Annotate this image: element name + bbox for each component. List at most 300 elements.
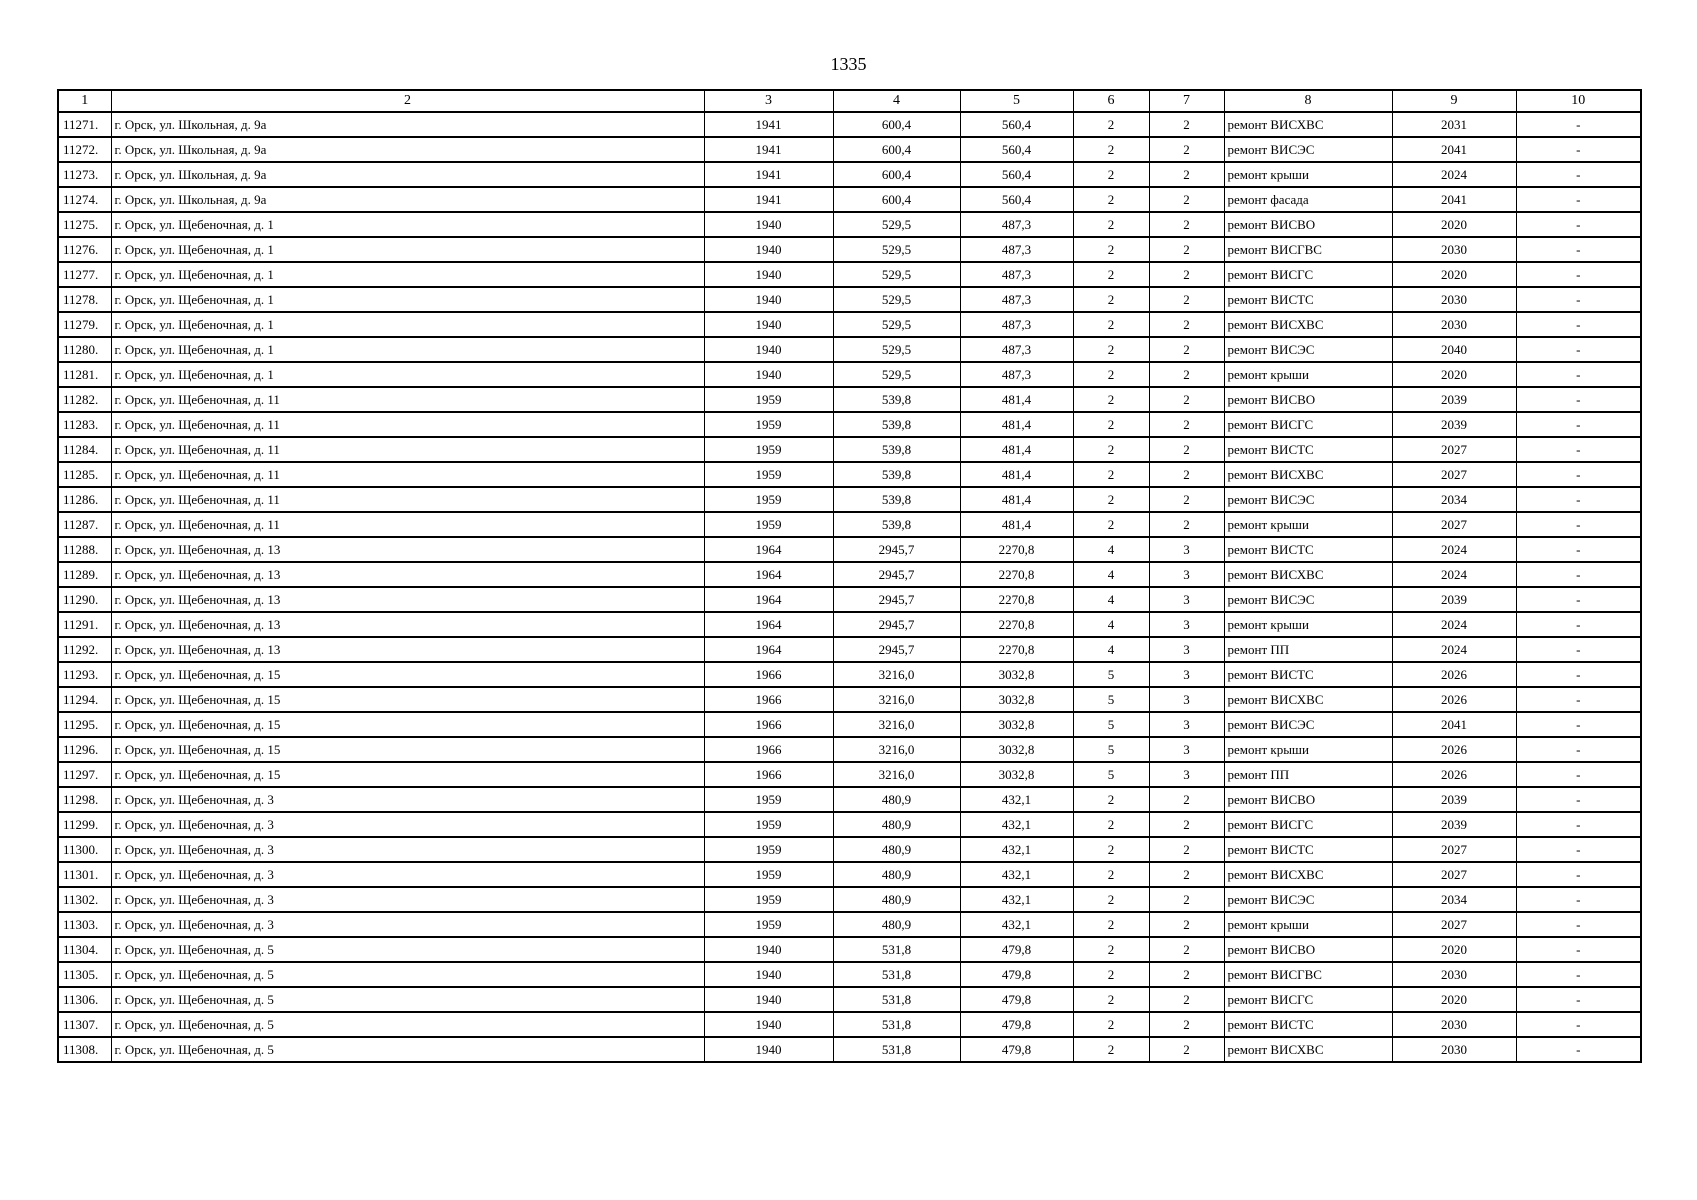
table-row <box>58 937 1641 962</box>
planned-year-cell: 2030 <box>1392 962 1516 987</box>
table-row <box>58 862 1641 887</box>
address-cell: г. Орск, ул. Щебеночная, д. 1 <box>111 337 704 362</box>
living-area-cell: 432,1 <box>960 787 1073 812</box>
planned-year-cell: 2041 <box>1392 137 1516 162</box>
table-row <box>58 837 1641 862</box>
work-type-cell: ремонт ВИСГС <box>1224 262 1392 287</box>
note-cell: - <box>1516 112 1641 137</box>
floors-cell: 5 <box>1073 687 1149 712</box>
planned-year-cell: 2027 <box>1392 437 1516 462</box>
table-row <box>58 137 1641 162</box>
planned-year-cell: 2027 <box>1392 837 1516 862</box>
total-area-cell: 539,8 <box>833 462 960 487</box>
entrances-cell: 2 <box>1149 312 1224 337</box>
living-area-cell: 481,4 <box>960 462 1073 487</box>
table-row <box>58 362 1641 387</box>
table-row <box>58 787 1641 812</box>
planned-year-cell: 2026 <box>1392 762 1516 787</box>
living-area-cell: 3032,8 <box>960 762 1073 787</box>
page-number: 1335 <box>830 54 867 74</box>
planned-year-cell: 2024 <box>1392 162 1516 187</box>
row-number-cell: 11272. <box>58 137 111 162</box>
row-number-cell: 11293. <box>58 662 111 687</box>
entrances-cell: 2 <box>1149 437 1224 462</box>
floors-cell: 2 <box>1073 187 1149 212</box>
work-type-cell: ремонт ВИСЭС <box>1224 337 1392 362</box>
column-header: 7 <box>1149 90 1224 112</box>
note-cell: - <box>1516 662 1641 687</box>
address-cell: г. Орск, ул. Щебеночная, д. 11 <box>111 487 704 512</box>
floors-cell: 2 <box>1073 812 1149 837</box>
planned-year-cell: 2041 <box>1392 187 1516 212</box>
work-type-cell: ремонт крыши <box>1224 362 1392 387</box>
total-area-cell: 529,5 <box>833 337 960 362</box>
row-number-cell: 11303. <box>58 912 111 937</box>
floors-cell: 2 <box>1073 512 1149 537</box>
planned-year-cell: 2030 <box>1392 1012 1516 1037</box>
entrances-cell: 2 <box>1149 962 1224 987</box>
row-number-cell: 11289. <box>58 562 111 587</box>
work-type-cell: ремонт ВИСВО <box>1224 937 1392 962</box>
address-cell: г. Орск, ул. Щебеночная, д. 1 <box>111 287 704 312</box>
table-row <box>58 262 1641 287</box>
row-number-cell: 11299. <box>58 812 111 837</box>
address-cell: г. Орск, ул. Щебеночная, д. 5 <box>111 1037 704 1062</box>
address-cell: г. Орск, ул. Щебеночная, д. 3 <box>111 812 704 837</box>
year-built-cell: 1940 <box>704 1012 833 1037</box>
row-number-cell: 11280. <box>58 337 111 362</box>
entrances-cell: 3 <box>1149 762 1224 787</box>
address-cell: г. Орск, ул. Школьная, д. 9а <box>111 137 704 162</box>
address-cell: г. Орск, ул. Школьная, д. 9а <box>111 112 704 137</box>
year-built-cell: 1959 <box>704 887 833 912</box>
floors-cell: 5 <box>1073 712 1149 737</box>
year-built-cell: 1959 <box>704 387 833 412</box>
living-area-cell: 479,8 <box>960 1012 1073 1037</box>
work-type-cell: ремонт крыши <box>1224 512 1392 537</box>
living-area-cell: 3032,8 <box>960 712 1073 737</box>
planned-year-cell: 2024 <box>1392 537 1516 562</box>
total-area-cell: 531,8 <box>833 1037 960 1062</box>
year-built-cell: 1941 <box>704 187 833 212</box>
table-row <box>58 387 1641 412</box>
note-cell: - <box>1516 937 1641 962</box>
floors-cell: 2 <box>1073 437 1149 462</box>
living-area-cell: 479,8 <box>960 962 1073 987</box>
entrances-cell: 2 <box>1149 237 1224 262</box>
planned-year-cell: 2024 <box>1392 612 1516 637</box>
living-area-cell: 2270,8 <box>960 562 1073 587</box>
address-cell: г. Орск, ул. Щебеночная, д. 1 <box>111 362 704 387</box>
living-area-cell: 560,4 <box>960 187 1073 212</box>
year-built-cell: 1959 <box>704 837 833 862</box>
total-area-cell: 539,8 <box>833 487 960 512</box>
living-area-cell: 479,8 <box>960 987 1073 1012</box>
floors-cell: 2 <box>1073 787 1149 812</box>
table-row <box>58 762 1641 787</box>
living-area-cell: 432,1 <box>960 912 1073 937</box>
work-type-cell: ремонт ВИСЭС <box>1224 712 1392 737</box>
entrances-cell: 2 <box>1149 512 1224 537</box>
work-type-cell: ремонт фасада <box>1224 187 1392 212</box>
year-built-cell: 1940 <box>704 212 833 237</box>
floors-cell: 2 <box>1073 862 1149 887</box>
table-row <box>58 587 1641 612</box>
living-area-cell: 2270,8 <box>960 587 1073 612</box>
registry-table <box>57 89 1642 1063</box>
column-header: 3 <box>704 90 833 112</box>
total-area-cell: 531,8 <box>833 987 960 1012</box>
row-number-cell: 11290. <box>58 587 111 612</box>
work-type-cell: ремонт ВИСГВС <box>1224 237 1392 262</box>
entrances-cell: 3 <box>1149 662 1224 687</box>
work-type-cell: ремонт ВИСГС <box>1224 412 1392 437</box>
floors-cell: 4 <box>1073 537 1149 562</box>
address-cell: г. Орск, ул. Щебеночная, д. 11 <box>111 387 704 412</box>
table-row <box>58 612 1641 637</box>
total-area-cell: 600,4 <box>833 187 960 212</box>
year-built-cell: 1964 <box>704 537 833 562</box>
table-row <box>58 1012 1641 1037</box>
table-row <box>58 437 1641 462</box>
work-type-cell: ремонт ВИСВО <box>1224 387 1392 412</box>
living-area-cell: 487,3 <box>960 237 1073 262</box>
living-area-cell: 560,4 <box>960 162 1073 187</box>
row-number-cell: 11275. <box>58 212 111 237</box>
total-area-cell: 3216,0 <box>833 737 960 762</box>
address-cell: г. Орск, ул. Щебеночная, д. 1 <box>111 312 704 337</box>
table-row <box>58 162 1641 187</box>
planned-year-cell: 2030 <box>1392 287 1516 312</box>
entrances-cell: 2 <box>1149 862 1224 887</box>
table-row <box>58 737 1641 762</box>
total-area-cell: 529,5 <box>833 362 960 387</box>
living-area-cell: 432,1 <box>960 812 1073 837</box>
planned-year-cell: 2041 <box>1392 712 1516 737</box>
column-header: 10 <box>1516 90 1641 112</box>
address-cell: г. Орск, ул. Щебеночная, д. 3 <box>111 837 704 862</box>
work-type-cell: ремонт ВИСТС <box>1224 437 1392 462</box>
entrances-cell: 2 <box>1149 1012 1224 1037</box>
floors-cell: 2 <box>1073 362 1149 387</box>
living-area-cell: 432,1 <box>960 837 1073 862</box>
total-area-cell: 3216,0 <box>833 687 960 712</box>
work-type-cell: ремонт ВИСЭС <box>1224 487 1392 512</box>
address-cell: г. Орск, ул. Щебеночная, д. 13 <box>111 562 704 587</box>
year-built-cell: 1940 <box>704 937 833 962</box>
table-row <box>58 462 1641 487</box>
note-cell: - <box>1516 987 1641 1012</box>
row-number-cell: 11295. <box>58 712 111 737</box>
entrances-cell: 2 <box>1149 812 1224 837</box>
work-type-cell: ремонт ВИСГВС <box>1224 962 1392 987</box>
note-cell: - <box>1516 812 1641 837</box>
row-number-cell: 11278. <box>58 287 111 312</box>
address-cell: г. Орск, ул. Щебеночная, д. 1 <box>111 262 704 287</box>
table-row <box>58 712 1641 737</box>
table-row <box>58 112 1641 137</box>
total-area-cell: 529,5 <box>833 262 960 287</box>
note-cell: - <box>1516 362 1641 387</box>
work-type-cell: ремонт ВИСХВС <box>1224 112 1392 137</box>
planned-year-cell: 2030 <box>1392 237 1516 262</box>
living-area-cell: 3032,8 <box>960 687 1073 712</box>
year-built-cell: 1959 <box>704 787 833 812</box>
year-built-cell: 1966 <box>704 762 833 787</box>
note-cell: - <box>1516 337 1641 362</box>
row-number-cell: 11286. <box>58 487 111 512</box>
living-area-cell: 481,4 <box>960 512 1073 537</box>
address-cell: г. Орск, ул. Щебеночная, д. 13 <box>111 637 704 662</box>
floors-cell: 2 <box>1073 962 1149 987</box>
note-cell: - <box>1516 737 1641 762</box>
floors-cell: 2 <box>1073 1037 1149 1062</box>
address-cell: г. Орск, ул. Щебеночная, д. 5 <box>111 962 704 987</box>
work-type-cell: ремонт крыши <box>1224 912 1392 937</box>
note-cell: - <box>1516 562 1641 587</box>
entrances-cell: 3 <box>1149 687 1224 712</box>
planned-year-cell: 2034 <box>1392 887 1516 912</box>
floors-cell: 5 <box>1073 737 1149 762</box>
floors-cell: 2 <box>1073 912 1149 937</box>
table-row <box>58 512 1641 537</box>
table-row <box>58 187 1641 212</box>
year-built-cell: 1959 <box>704 512 833 537</box>
entrances-cell: 2 <box>1149 137 1224 162</box>
living-area-cell: 487,3 <box>960 312 1073 337</box>
living-area-cell: 560,4 <box>960 137 1073 162</box>
living-area-cell: 487,3 <box>960 262 1073 287</box>
year-built-cell: 1940 <box>704 287 833 312</box>
living-area-cell: 2270,8 <box>960 637 1073 662</box>
column-header: 6 <box>1073 90 1149 112</box>
entrances-cell: 2 <box>1149 362 1224 387</box>
table-row <box>58 637 1641 662</box>
year-built-cell: 1959 <box>704 412 833 437</box>
floors-cell: 2 <box>1073 1012 1149 1037</box>
note-cell: - <box>1516 412 1641 437</box>
total-area-cell: 600,4 <box>833 162 960 187</box>
table-row <box>58 912 1641 937</box>
floors-cell: 2 <box>1073 387 1149 412</box>
planned-year-cell: 2027 <box>1392 512 1516 537</box>
row-number-cell: 11305. <box>58 962 111 987</box>
planned-year-cell: 2020 <box>1392 987 1516 1012</box>
row-number-cell: 11308. <box>58 1037 111 1062</box>
address-cell: г. Орск, ул. Щебеночная, д. 15 <box>111 737 704 762</box>
living-area-cell: 487,3 <box>960 212 1073 237</box>
planned-year-cell: 2027 <box>1392 462 1516 487</box>
total-area-cell: 480,9 <box>833 787 960 812</box>
address-cell: г. Орск, ул. Щебеночная, д. 11 <box>111 512 704 537</box>
total-area-cell: 531,8 <box>833 1012 960 1037</box>
note-cell: - <box>1516 962 1641 987</box>
planned-year-cell: 2020 <box>1392 937 1516 962</box>
floors-cell: 2 <box>1073 312 1149 337</box>
living-area-cell: 481,4 <box>960 387 1073 412</box>
work-type-cell: ремонт ВИСТС <box>1224 837 1392 862</box>
address-cell: г. Орск, ул. Щебеночная, д. 5 <box>111 1012 704 1037</box>
planned-year-cell: 2027 <box>1392 912 1516 937</box>
year-built-cell: 1941 <box>704 112 833 137</box>
total-area-cell: 531,8 <box>833 962 960 987</box>
note-cell: - <box>1516 187 1641 212</box>
year-built-cell: 1966 <box>704 662 833 687</box>
note-cell: - <box>1516 837 1641 862</box>
planned-year-cell: 2027 <box>1392 862 1516 887</box>
row-number-cell: 11296. <box>58 737 111 762</box>
column-header: 1 <box>58 90 111 112</box>
total-area-cell: 2945,7 <box>833 562 960 587</box>
living-area-cell: 432,1 <box>960 862 1073 887</box>
total-area-cell: 529,5 <box>833 287 960 312</box>
work-type-cell: ремонт крыши <box>1224 737 1392 762</box>
planned-year-cell: 2024 <box>1392 562 1516 587</box>
entrances-cell: 3 <box>1149 712 1224 737</box>
living-area-cell: 2270,8 <box>960 612 1073 637</box>
note-cell: - <box>1516 712 1641 737</box>
planned-year-cell: 2039 <box>1392 387 1516 412</box>
living-area-cell: 3032,8 <box>960 737 1073 762</box>
floors-cell: 2 <box>1073 487 1149 512</box>
entrances-cell: 2 <box>1149 387 1224 412</box>
floors-cell: 4 <box>1073 562 1149 587</box>
year-built-cell: 1959 <box>704 462 833 487</box>
column-header: 2 <box>111 90 704 112</box>
total-area-cell: 531,8 <box>833 937 960 962</box>
year-built-cell: 1959 <box>704 862 833 887</box>
row-number-cell: 11297. <box>58 762 111 787</box>
floors-cell: 2 <box>1073 987 1149 1012</box>
address-cell: г. Орск, ул. Щебеночная, д. 3 <box>111 787 704 812</box>
column-header: 5 <box>960 90 1073 112</box>
total-area-cell: 600,4 <box>833 112 960 137</box>
living-area-cell: 479,8 <box>960 937 1073 962</box>
work-type-cell: ремонт ВИСЭС <box>1224 587 1392 612</box>
work-type-cell: ремонт ВИСТС <box>1224 537 1392 562</box>
floors-cell: 2 <box>1073 887 1149 912</box>
year-built-cell: 1959 <box>704 437 833 462</box>
entrances-cell: 2 <box>1149 987 1224 1012</box>
total-area-cell: 2945,7 <box>833 587 960 612</box>
floors-cell: 2 <box>1073 262 1149 287</box>
table-row <box>58 237 1641 262</box>
living-area-cell: 479,8 <box>960 1037 1073 1062</box>
planned-year-cell: 2039 <box>1392 412 1516 437</box>
entrances-cell: 2 <box>1149 412 1224 437</box>
note-cell: - <box>1516 887 1641 912</box>
work-type-cell: ремонт ВИСЭС <box>1224 887 1392 912</box>
floors-cell: 5 <box>1073 762 1149 787</box>
address-cell: г. Орск, ул. Щебеночная, д. 11 <box>111 412 704 437</box>
work-type-cell: ремонт ВИСХВС <box>1224 462 1392 487</box>
total-area-cell: 480,9 <box>833 912 960 937</box>
year-built-cell: 1941 <box>704 162 833 187</box>
note-cell: - <box>1516 862 1641 887</box>
year-built-cell: 1964 <box>704 587 833 612</box>
address-cell: г. Орск, ул. Щебеночная, д. 13 <box>111 537 704 562</box>
planned-year-cell: 2039 <box>1392 812 1516 837</box>
living-area-cell: 481,4 <box>960 437 1073 462</box>
work-type-cell: ремонт ПП <box>1224 637 1392 662</box>
note-cell: - <box>1516 512 1641 537</box>
planned-year-cell: 2030 <box>1392 312 1516 337</box>
table-row <box>58 812 1641 837</box>
year-built-cell: 1940 <box>704 312 833 337</box>
total-area-cell: 539,8 <box>833 437 960 462</box>
note-cell: - <box>1516 587 1641 612</box>
address-cell: г. Орск, ул. Щебеночная, д. 15 <box>111 712 704 737</box>
row-number-cell: 11271. <box>58 112 111 137</box>
address-cell: г. Орск, ул. Щебеночная, д. 15 <box>111 662 704 687</box>
year-built-cell: 1959 <box>704 912 833 937</box>
living-area-cell: 487,3 <box>960 362 1073 387</box>
note-cell: - <box>1516 912 1641 937</box>
planned-year-cell: 2039 <box>1392 587 1516 612</box>
address-cell: г. Орск, ул. Щебеночная, д. 3 <box>111 887 704 912</box>
total-area-cell: 529,5 <box>833 212 960 237</box>
work-type-cell: ремонт ВИСХВС <box>1224 687 1392 712</box>
row-number-cell: 11283. <box>58 412 111 437</box>
total-area-cell: 480,9 <box>833 837 960 862</box>
note-cell: - <box>1516 487 1641 512</box>
total-area-cell: 539,8 <box>833 512 960 537</box>
year-built-cell: 1966 <box>704 737 833 762</box>
floors-cell: 2 <box>1073 137 1149 162</box>
floors-cell: 2 <box>1073 937 1149 962</box>
address-cell: г. Орск, ул. Щебеночная, д. 3 <box>111 912 704 937</box>
entrances-cell: 3 <box>1149 537 1224 562</box>
address-cell: г. Орск, ул. Щебеночная, д. 3 <box>111 862 704 887</box>
total-area-cell: 3216,0 <box>833 662 960 687</box>
floors-cell: 5 <box>1073 662 1149 687</box>
table-row <box>58 337 1641 362</box>
floors-cell: 4 <box>1073 587 1149 612</box>
work-type-cell: ремонт ПП <box>1224 762 1392 787</box>
note-cell: - <box>1516 212 1641 237</box>
column-header: 9 <box>1392 90 1516 112</box>
note-cell: - <box>1516 237 1641 262</box>
year-built-cell: 1940 <box>704 237 833 262</box>
note-cell: - <box>1516 762 1641 787</box>
work-type-cell: ремонт ВИСХВС <box>1224 562 1392 587</box>
year-built-cell: 1966 <box>704 687 833 712</box>
row-number-cell: 11281. <box>58 362 111 387</box>
total-area-cell: 3216,0 <box>833 762 960 787</box>
header-row <box>58 90 1641 112</box>
work-type-cell: ремонт ВИСХВС <box>1224 1037 1392 1062</box>
note-cell: - <box>1516 287 1641 312</box>
table-row <box>58 287 1641 312</box>
planned-year-cell: 2020 <box>1392 362 1516 387</box>
year-built-cell: 1964 <box>704 637 833 662</box>
entrances-cell: 2 <box>1149 787 1224 812</box>
work-type-cell: ремонт ВИСГС <box>1224 812 1392 837</box>
row-number-cell: 11277. <box>58 262 111 287</box>
floors-cell: 2 <box>1073 337 1149 362</box>
total-area-cell: 2945,7 <box>833 637 960 662</box>
floors-cell: 2 <box>1073 212 1149 237</box>
living-area-cell: 481,4 <box>960 412 1073 437</box>
note-cell: - <box>1516 137 1641 162</box>
note-cell: - <box>1516 637 1641 662</box>
year-built-cell: 1966 <box>704 712 833 737</box>
address-cell: г. Орск, ул. Школьная, д. 9а <box>111 187 704 212</box>
column-header: 4 <box>833 90 960 112</box>
planned-year-cell: 2024 <box>1392 637 1516 662</box>
floors-cell: 2 <box>1073 162 1149 187</box>
planned-year-cell: 2034 <box>1392 487 1516 512</box>
